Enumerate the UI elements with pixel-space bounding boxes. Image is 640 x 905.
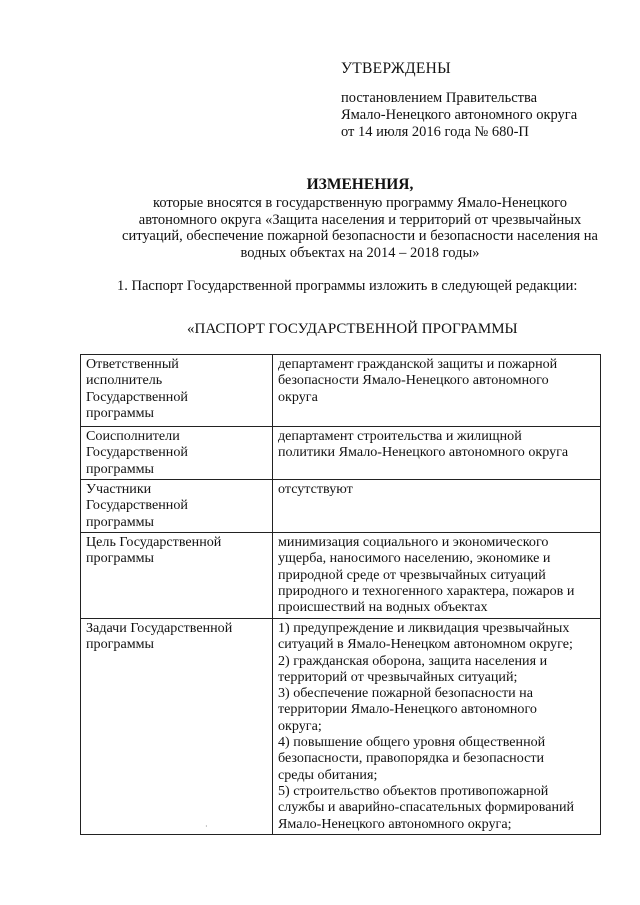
row-value: минимизация социального и экономического ущерба, наносимого населению, экономике и природной среде от чрезвычайных ситуаций природного и техногенного характера, пожаров и происшествий на водных объектах <box>273 533 601 619</box>
table-row <box>81 355 601 427</box>
row-value: 1) предупреждение и ликвидация чрезвычайных ситуаций в Ямало-Ненецком автономном округе; 2) гражданская оборона, защита населения и территорий от чрезвычайных ситуаций; 3) обеспечение пожарной безопасности на территории Ямало-Ненецкого автономного округа; 4) повышение общего уровня общественной безопасности, правопорядка и безопасности среды обитания; 5) строительство объектов противопожарной службы и аварийно-спасательных формирований Ямало-Ненецкого автономного округа; <box>273 619 601 835</box>
row-value: департамент строительства и жилищной политики Ямало-Ненецкого автономного округа <box>273 427 601 480</box>
row-label: Цель Государственной программы <box>81 533 273 619</box>
row-label: Задачи Государственной программы <box>81 619 273 835</box>
row-label: Соисполнители Государственной программы <box>81 427 273 480</box>
subtitle-line: ситуаций, обеспечение пожарной безопасности и безопасности населения на <box>122 228 598 244</box>
subtitle-line: автономного округа «Защита населения и территорий от чрезвычайных <box>138 211 582 228</box>
subtitle-line: водных объектах на 2014 – 2018 годы» <box>240 244 480 261</box>
approval-block <box>341 60 621 141</box>
document-heading <box>80 176 640 261</box>
approval-line: Ямало-Ненецкого автономного округа <box>341 107 578 123</box>
approval-line: постановлением Правительства <box>341 90 538 106</box>
table-row <box>81 619 601 835</box>
document-title: ИЗМЕНЕНИЯ, <box>306 176 414 193</box>
document-subtitle <box>80 195 640 261</box>
row-label: Участники Государственной программы <box>81 480 273 533</box>
table-row <box>81 533 601 619</box>
row-label: Ответственный исполнитель Государственной программы <box>81 355 273 427</box>
passport-title: «ПАСПОРТ ГОСУДАРСТВЕННОЙ ПРОГРАММЫ <box>187 321 518 337</box>
row-value: отсутствуют <box>273 480 601 533</box>
passport-table <box>80 354 601 835</box>
clause-text: 1. Паспорт Государственной программы изложить в следующей редакции: <box>117 278 578 294</box>
approval-line: от 14 июля 2016 года № 680-П <box>341 124 529 140</box>
row-value: департамент гражданской защиты и пожарной безопасности Ямало-Ненецкого автономного округа <box>273 355 601 427</box>
table-row <box>81 427 601 480</box>
subtitle-line: которые вносятся в государственную программу Ямало-Ненецкого <box>153 195 567 211</box>
approval-title: УТВЕРЖДЕНЫ <box>341 60 451 77</box>
scan-speck: · <box>205 822 208 831</box>
table-row <box>81 480 601 533</box>
